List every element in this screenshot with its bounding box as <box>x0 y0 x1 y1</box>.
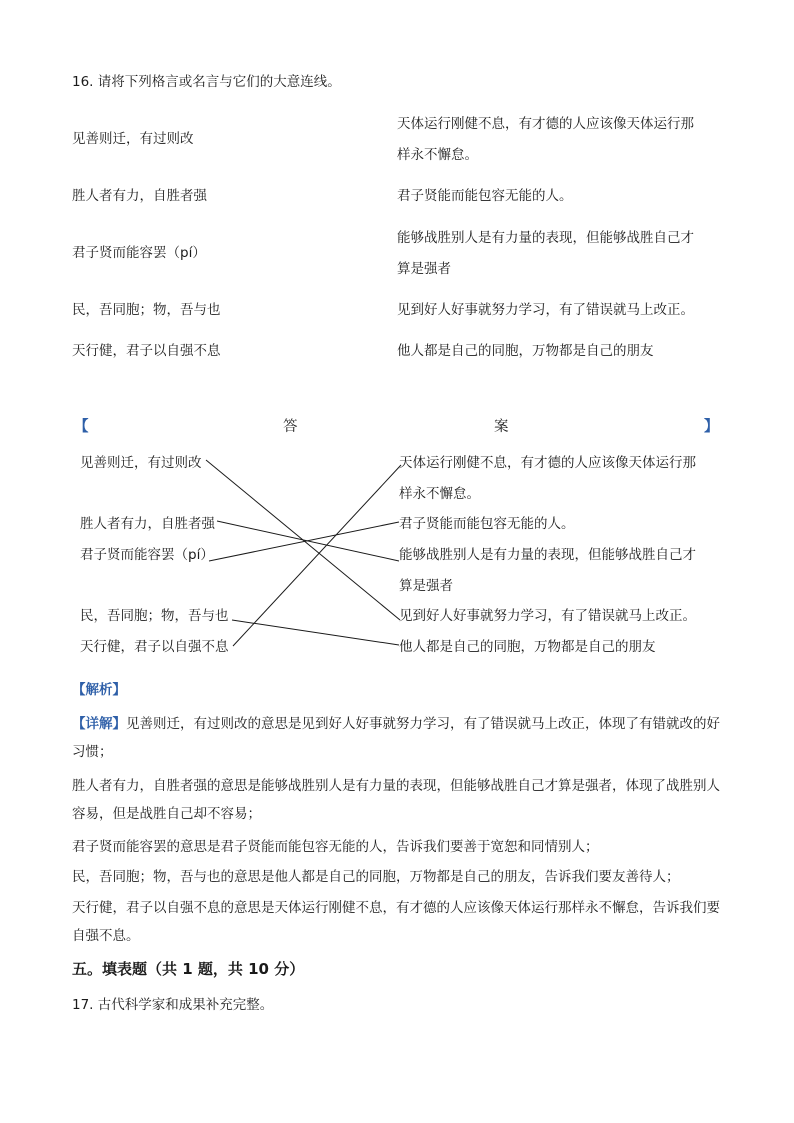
q16-left-item: 民，吾同胞；物，吾与也 <box>72 302 221 318</box>
answer-right-item: 君子贤能而能包容无能的人。 <box>399 516 575 532</box>
answer-heading-char: 答 <box>283 419 298 435</box>
answer-left-item: 天行健，君子以自强不息 <box>80 639 229 655</box>
answer-right-item-cont: 样永不懈怠。 <box>399 486 480 502</box>
analysis-paragraph: 胜人者有力，自胜者强的意思是能够战胜别人是有力量的表现，但能够战胜自己才算是强者，体现了战胜别人容易，但是战胜自己却不容易； <box>72 778 720 822</box>
q16-right-item: 见到好人好事就努力学习，有了错误就马上改正。 <box>397 302 694 318</box>
answer-left-item: 见善则迁，有过则改 <box>80 455 202 471</box>
q16-left-item: 见善则迁，有过则改 <box>72 131 194 147</box>
q16-right-item: 天体运行刚健不息，有才德的人应该像天体运行那 <box>397 116 694 132</box>
analysis-paragraph <box>72 710 732 766</box>
answer-right-item: 天体运行刚健不息，有才德的人应该像天体运行那 <box>399 455 696 471</box>
answer-right-item-cont: 算是强者 <box>399 578 453 594</box>
analysis-text: 见善则迁，有过则改的意思是见到好人好事就努力学习，有了错误就马上改正，体现了有错就改的好习惯； <box>72 716 720 760</box>
question-17-stem: 17. 古代科学家和成果补充完整。 <box>72 997 274 1013</box>
answer-left-item: 君子贤而能容罢（pí） <box>80 547 214 563</box>
section-heading: 五。填表题（共 1 题，共 10 分） <box>72 960 305 978</box>
answer-heading-char: 案 <box>494 419 509 435</box>
answer-left-item: 民，吾同胞；物，吾与也 <box>80 608 229 624</box>
analysis-paragraph: 君子贤而能容罢的意思是君子贤能而能包容无能的人，告诉我们要善于宽恕和同情别人； <box>72 839 599 855</box>
analysis-label: 【解析】 <box>72 682 126 698</box>
answer-bracket-open: 【 <box>74 419 89 435</box>
q16-left-item: 胜人者有力，自胜者强 <box>72 188 207 204</box>
answer-bracket-close: 】 <box>704 419 719 435</box>
q16-right-item: 君子贤能而能包容无能的人。 <box>397 188 573 204</box>
q16-left-item: 君子贤而能容罢（pí） <box>72 245 206 261</box>
q16-right-item-cont: 样永不懈怠。 <box>397 147 478 163</box>
analysis-paragraph: 民，吾同胞；物，吾与也的意思是他人都是自己的同胞，万物都是自己的朋友，告诉我们要友善待人； <box>72 869 680 885</box>
detail-label: 【详解】 <box>72 716 126 732</box>
question-16-stem: 16. 请将下列格言或名言与它们的大意连线。 <box>72 74 341 90</box>
answer-left-item: 胜人者有力，自胜者强 <box>80 516 215 532</box>
q16-right-item-cont: 算是强者 <box>397 261 451 277</box>
analysis-paragraph: 天行健，君子以自强不息的意思是天体运行刚健不息，有才德的人应该像天体运行那样永不懈怠，告诉我们要自强不息。 <box>72 900 720 944</box>
q16-right-item: 能够战胜别人是有力量的表现，但能够战胜自己才 <box>397 230 694 246</box>
q16-left-item: 天行健，君子以自强不息 <box>72 343 221 359</box>
answer-right-item: 他人都是自己的同胞，万物都是自己的朋友 <box>399 639 656 655</box>
q16-right-item: 他人都是自己的同胞，万物都是自己的朋友 <box>397 343 654 359</box>
answer-right-item: 能够战胜别人是有力量的表现，但能够战胜自己才 <box>399 547 696 563</box>
connector-line <box>232 620 399 645</box>
answer-right-item: 见到好人好事就努力学习，有了错误就马上改正。 <box>399 608 696 624</box>
